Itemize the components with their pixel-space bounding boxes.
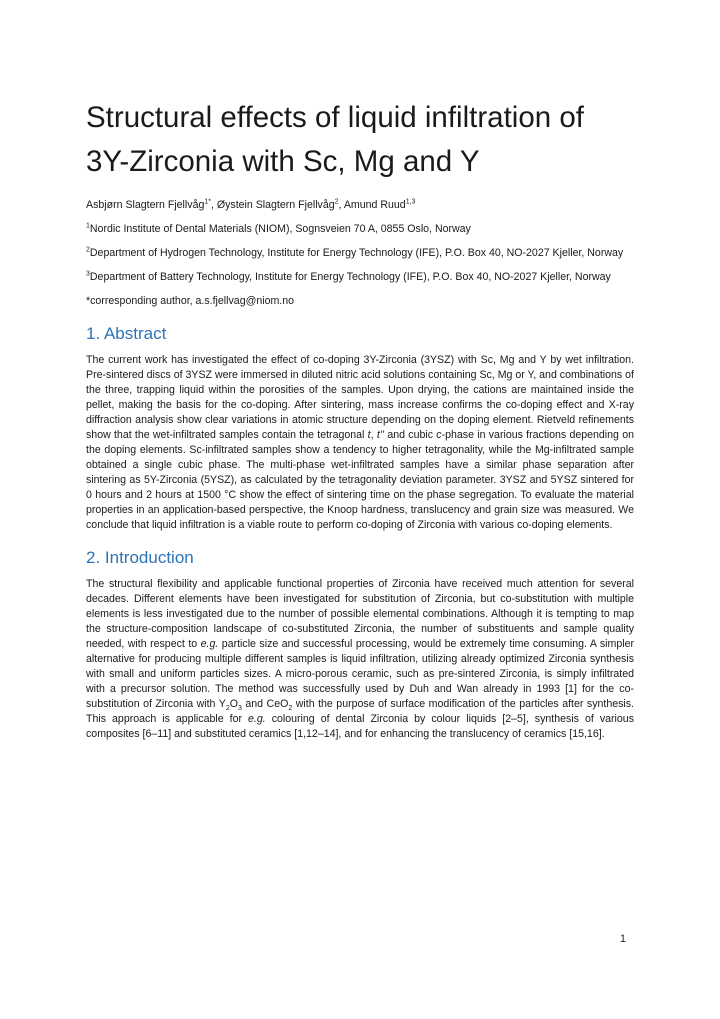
- italic-symbol: t’’: [376, 429, 385, 441]
- text-run: The current work has investigated the effect of co-doping 3Y-Zirconia (3YSZ) with Sc, Mg and Y by wet infiltration. Pre-sintered discs of 3YSZ were immersed in diluted nitric acid solutions containing Sc, Mg or Y, and combinations of the three, trapping liquid within the porosities of the samples. Upon drying, the cations are maintained inside the pellet, making the basis for the co-doping. After sintering, mass increase confirms the co-doping effect and X-ray diffraction analysis show clear variations in atomic structure depending on the doping element. Rietveld refinements show that the wet-infiltrated samples contain the tetragonal: [86, 354, 634, 441]
- affiliation: [86, 222, 634, 237]
- subscript: 2: [288, 705, 293, 713]
- introduction-heading: 2. Introduction: [86, 548, 194, 567]
- affiliation-number: 1: [86, 222, 90, 230]
- abstract-paragraph: The current work has investigated the effect of co-doping 3Y-Zirconia (3YSZ) with Sc, Mg and Y by wet infiltration. Pre-sintered discs of 3YSZ were immersed in diluted nitric acid solutions containing Sc, Mg or Y, and combinations of the three, trapping liquid within the porosities of the samples. Upon drying, the cations are maintained inside the pellet, making the basis for the co-doping. After sintering, mass increase confirms the co-doping effect and X-ray diffraction analysis show clear variations in atomic structure depending on the doping element. Rietveld refinements show that the wet-infiltrated samples contain the tetragonal t, t’’ and cubic c-phase in various fractions depending on the doping elements. Sc-infiltrated samples show a tendency to higher tetragonality, while the Mg-infiltrated sample obtained a single cubic phase. The multi-phase wet-infiltrated samples have a similar phase separation after sintering as 5Y-Zirconia (5YSZ), as calculated by the tetragonality deviation parameter. 3YSZ and 5YSZ sintered for 0 hours and 2 hours at 1500 °C show the effect of sintering time on the phase segregation. To evaluate the material properties in an application-based perspective, the Knoop hardness, translucency and grain size was measured. We conclude that liquid infiltration is a viable route to perform co-doping of Zirconia with various co-doping elements.: [86, 354, 634, 531]
- author-name: Asbjørn Slagtern Fjellvåg: [86, 199, 205, 211]
- abstract-heading: 1. Abstract: [86, 324, 167, 343]
- italic-text: e.g.: [248, 713, 266, 725]
- introduction-paragraph: [86, 577, 634, 742]
- author-name: Amund Ruud: [343, 199, 406, 211]
- text-run: and cubic: [384, 429, 437, 441]
- subscript: 2: [225, 705, 230, 713]
- corresponding-author: *corresponding author, a.s.fjellvag@niom.no: [86, 295, 295, 307]
- text-run: -phase in various fractions depending on the doping elements. Sc-infiltrated samples show a tendency to higher tetragonality, while the Mg-infiltrated sample obtained a single cubic phase. The multi-phase wet-infiltrated samples have a similar phase separation after sintering as 5Y-Zirconia (5YSZ), as calculated by the tetragonality deviation parameter. 3YSZ and 5YSZ sintered for 0 hours and 2 hours at 1500 °C show the effect of sintering time on the phase segregation. To evaluate the material properties in an application-based perspective, the Knoop hardness, translucency and grain size was measured. We conclude that liquid infiltration is a viable route to perform co-doping of Zirconia with various co-doping elements.: [86, 429, 634, 531]
- text-run: colouring of dental Zirconia by colour liquids [2–5], synthesis of various composites [6–11] and substituted ceramics [1,12–14], and for enhancing the translucency of ceramics [15,16].: [86, 713, 634, 740]
- affiliation-text: Department of Hydrogen Technology, Institute for Energy Technology (IFE), P.O. Box 40, NO-2027 Kjeller, Norway: [89, 247, 624, 259]
- text-run: and CeO: [241, 698, 289, 710]
- subscript: 3: [237, 705, 242, 713]
- affiliation-number: 2: [86, 246, 90, 254]
- text-run: particle size and successful processing, would be extremely time consuming. A simpler alternative for producing multiple different samples is liquid infiltration, utilizing already optimized Zirconia synthesis with small and uniform particles sizes. A micro-porous ceramic, such as pre-sintered Zirconia, is simply infiltrated with a precursor solution. The method was successfully used by Duh and Wan already in 1993 [1] for the co-substitution of Zirconia with Y: [86, 638, 634, 710]
- italic-symbol: t: [367, 429, 371, 441]
- italic-symbol: c: [436, 429, 442, 441]
- affiliation: [86, 270, 634, 285]
- affiliation-text: Nordic Institute of Dental Materials (NIOM), Sognsveien 70 A, 0855 Oslo, Norway: [89, 223, 471, 235]
- author-list: Asbjørn Slagtern Fjellvåg$^{1*}$, Øystein Slagtern Fjellvåg$^2$, Amund Ruud$^{1,3}$: [86, 198, 416, 211]
- text-run: with the purpose of surface modification of the particles after synthesis. This approach is applicable for: [86, 698, 634, 725]
- text-run: O: [229, 698, 238, 710]
- text-run: The structural flexibility and applicable functional properties of Zirconia have received much attention for several decades. Different elements have been investigated for substitution of Zirconia, but co-substitution with multiple elements is less investigated due to the number of possible elemental combinations. Although it is tempting to map the structure-composition landscape of co-substituted Zirconia, the number of substituents and sample quality needed, with respect to: [86, 578, 634, 650]
- page-number: 1: [620, 933, 626, 945]
- author-affiliation-mark: 2: [334, 198, 339, 206]
- affiliation-number: 3: [86, 270, 90, 278]
- paper-page: [86, 96, 634, 742]
- italic-text: e.g.: [200, 638, 219, 650]
- author-name: Øystein Slagtern Fjellvåg: [216, 199, 335, 211]
- paper-title: Structural effects of liquid infiltration of 3Y-Zirconia with Sc, Mg and Y: [86, 101, 584, 178]
- affiliation-text: Department of Battery Technology, Institute for Energy Technology (IFE), P.O. Box 40, NO-2027 Kjeller, Norway: [89, 271, 611, 283]
- author-affiliation-mark: 1,3: [405, 198, 416, 206]
- affiliation: [86, 246, 634, 261]
- author-affiliation-mark: 1*: [204, 198, 211, 206]
